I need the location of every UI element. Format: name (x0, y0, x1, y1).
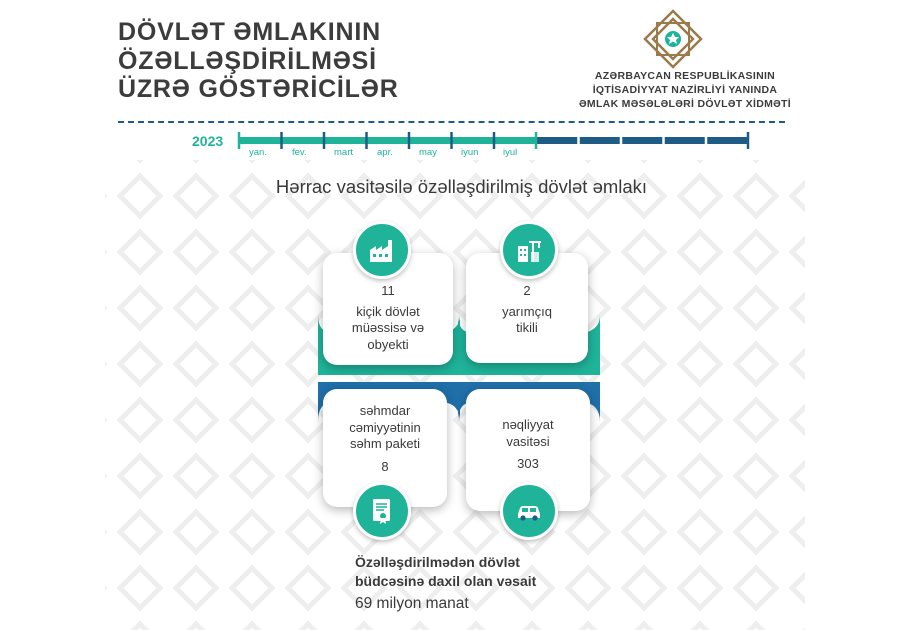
emblem-logo (642, 8, 704, 70)
section-subtitle: Hərrac vasitəsilə özəlləşdirilmiş dövlət əmlakı (275, 176, 648, 197)
stat-label-line: müəssisə və (351, 320, 425, 335)
factory-icon-badge (353, 221, 411, 279)
stat-label-line: səhm paketi (349, 436, 421, 451)
timeline-ticks (236, 132, 752, 149)
stat-label-line: cəmiyyətinin (349, 419, 421, 435)
construction-crane-icon-badge (500, 221, 558, 279)
stat-label-line: obyekti (367, 336, 409, 352)
timeline-month: yan. (249, 147, 267, 158)
factory-icon (368, 236, 396, 264)
page-title (118, 18, 399, 104)
org-line: ƏMLAK MƏSƏLƏLƏRİ DÖVLƏT XİDMƏTİ (579, 98, 791, 110)
stat-value: 303 (517, 456, 539, 471)
timeline-month: fev. (292, 147, 307, 158)
stat-label-line: kiçik dövlət (356, 303, 420, 319)
timeline-year: 2023 (192, 133, 224, 149)
revenue-label-line: büdcəsinə daxil olan vəsait (355, 573, 537, 589)
organization-name (540, 69, 830, 111)
revenue-value: 69 milyon manat (355, 595, 469, 612)
dashed-divider (118, 121, 785, 123)
org-line: AZƏRBAYCAN RESPUBLİKASININ (594, 70, 776, 82)
stat-label-line: vasitəsi (506, 433, 550, 449)
construction-crane-icon (515, 236, 543, 264)
stat-label-line: yarımçıq (502, 303, 552, 319)
timeline-month: iyun (461, 147, 479, 158)
timeline-month: iyul (503, 147, 518, 158)
certificate-icon-badge (353, 482, 411, 540)
org-line: İQTİSADİYYAT NAZİRLİYİ YANINDA (592, 84, 778, 96)
timeline-month: mart (334, 147, 353, 158)
title-line: ÖZƏLLƏŞDİRİLMƏSİ (118, 46, 377, 75)
title-line: ÜZRƏ GÖSTƏRİCİLƏR (118, 75, 399, 103)
stat-label-line: nəqliyyat (502, 417, 554, 432)
stat-label-line: səhmdar (359, 403, 411, 418)
car-icon-badge (500, 482, 558, 540)
timeline-month: may (419, 147, 437, 158)
stat-label-line: tikili (516, 320, 538, 335)
stat-value: 11 (381, 283, 395, 298)
certificate-icon (368, 497, 396, 525)
title-line: DÖVLƏT ƏMLAKININ (118, 18, 381, 46)
privatization-revenue (355, 553, 536, 613)
revenue-label-line: Özəlləşdirilmədən dövlət (355, 554, 520, 570)
timeline-month: apr. (377, 147, 393, 158)
car-icon (515, 497, 543, 525)
stat-value: 2 (523, 283, 531, 298)
stat-value: 8 (381, 458, 389, 474)
